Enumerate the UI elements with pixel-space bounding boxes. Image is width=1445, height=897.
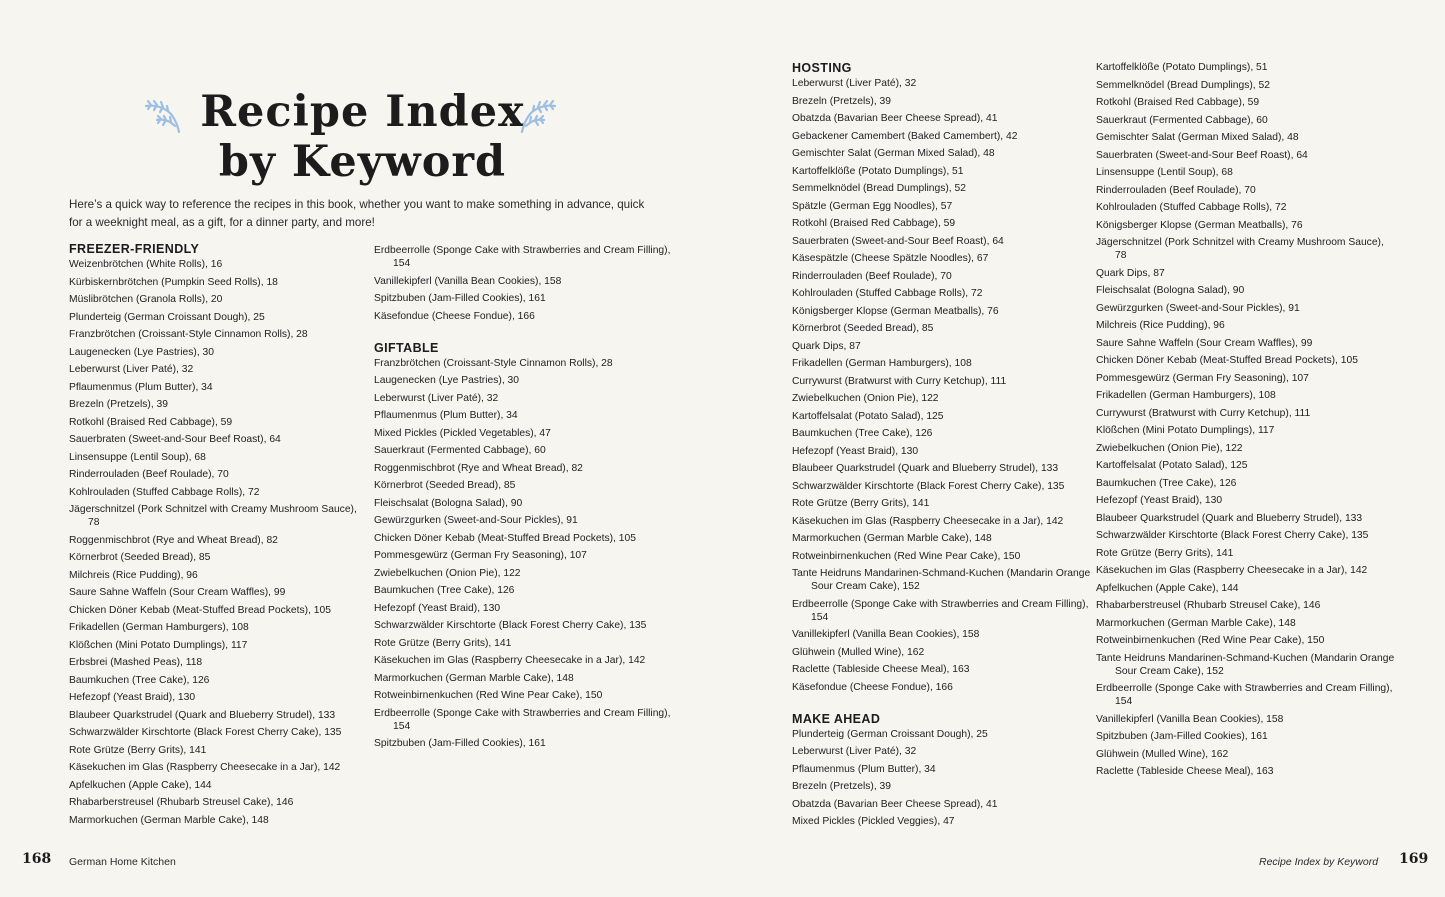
index-entry: Semmelknödel (Bread Dumplings), 52 <box>792 183 966 194</box>
index-entry: Vanillekipferl (Vanilla Bean Cookies), 158 <box>792 629 980 640</box>
index-section <box>792 712 1092 829</box>
index-entry: Königsberger Klopse (German Meatballs), 76 <box>792 305 999 317</box>
index-entry: Frikadellen (German Hamburgers), 108 <box>1096 390 1276 401</box>
index-entry: Chicken Döner Kebab (Meat-Stuffed Bread Pockets), 105 <box>1096 355 1358 366</box>
index-entry: Hefezopf (Yeast Braid), 130 <box>374 602 501 614</box>
index-entry: Fleischsalat (Bologna Salad), 90 <box>374 497 523 509</box>
index-entry: Blaubeer Quarkstrudel (Quark and Blueberry Strudel), 133 <box>792 463 1059 474</box>
section-heading: FREEZER-FRIENDLY <box>69 242 200 256</box>
index-entry: Raclette (Tableside Cheese Meal), 163 <box>792 664 970 675</box>
index-entry: Schwarzwälder Kirschtorte (Black Forest Cherry Cake), 135 <box>1096 530 1369 541</box>
index-entry: Frikadellen (German Hamburgers), 108 <box>792 358 972 369</box>
index-entry: Körnerbrot (Seeded Bread), 85 <box>69 552 211 563</box>
index-entry: Quark Dips, 87 <box>792 340 861 352</box>
intro-paragraph: Here’s a quick way to reference the recipes in this book, whether you want to make something in advance, quick for a weeknight meal, as a gift, for a dinner party, and more! <box>69 198 645 229</box>
index-entry: Hefezopf (Yeast Braid), 130 <box>792 445 919 457</box>
index-entry: Glühwein (Mulled Wine), 162 <box>1096 748 1229 760</box>
index-entry: Kartoffelklöße (Potato Dumplings), 51 <box>792 165 964 177</box>
index-entry: Klößchen (Mini Potato Dumplings), 117 <box>69 639 248 651</box>
index-entry: Leberwurst (Liver Paté), 32 <box>792 746 917 757</box>
index-entry: Linsensuppe (Lentil Soup), 68 <box>1096 167 1233 178</box>
index-entry: Spätzle (German Egg Noodles), 57 <box>792 200 953 212</box>
index-entry: Sauerbraten (Sweet-and-Sour Beef Roast), 64 <box>69 434 281 445</box>
index-entry: Baumkuchen (Tree Cake), 126 <box>374 585 515 596</box>
index-entry: Zwiebelkuchen (Onion Pie), 122 <box>1096 442 1243 454</box>
index-entry: Rhabarberstreusel (Rhubarb Streusel Cake), 146 <box>69 797 294 808</box>
index-entry: Saure Sahne Waffeln (Sour Cream Waffles), 99 <box>69 587 286 598</box>
index-column-1 <box>69 242 369 831</box>
index-entry: Spitzbuben (Jam-Filled Cookies), 161 <box>1096 731 1268 742</box>
index-entry: Zwiebelkuchen (Onion Pie), 122 <box>792 393 939 404</box>
right-running-footer: Recipe Index by Keyword <box>1259 856 1379 868</box>
index-entry: Marmorkuchen (German Marble Cake), 148 <box>1096 617 1296 629</box>
index-entry: Milchreis (Rice Pudding), 96 <box>1096 320 1225 331</box>
index-entry: Klößchen (Mini Potato Dumplings), 117 <box>1096 425 1275 436</box>
index-entry: Erdbeerrolle (Sponge Cake with Strawberries and Cream Filling), 154 <box>792 598 1089 623</box>
index-entry: Königsberger Klopse (German Meatballs), 76 <box>1096 219 1303 231</box>
section-heading: MAKE AHEAD <box>792 711 881 726</box>
index-entry: Currywurst (Bratwurst with Curry Ketchup), 111 <box>792 375 1007 387</box>
index-entry: Müslibrötchen (Granola Rolls), 20 <box>69 294 223 305</box>
index-entry: Vanillekipferl (Vanilla Bean Cookies), 158 <box>374 275 562 287</box>
index-entry: Marmorkuchen (German Marble Cake), 148 <box>69 814 269 826</box>
index-entry: Erbsbrei (Mashed Peas), 118 <box>69 657 203 668</box>
index-entry: Hefezopf (Yeast Braid), 130 <box>1096 495 1223 506</box>
title-line-1: Recipe Index <box>200 86 525 137</box>
index-entry: Rotweinbirnenkuchen (Red Wine Pear Cake), 150 <box>792 550 1021 562</box>
index-entry: Baumkuchen (Tree Cake), 126 <box>69 674 210 686</box>
index-entry: Sauerkraut (Fermented Cabbage), 60 <box>1096 114 1268 126</box>
index-section <box>792 61 1092 694</box>
index-entry: Schwarzwälder Kirschtorte (Black Forest Cherry Cake), 135 <box>374 620 647 631</box>
index-entry: Käsefondue (Cheese Fondue), 166 <box>374 310 535 322</box>
index-entry: Brezeln (Pretzels), 39 <box>792 781 892 792</box>
index-section <box>374 244 674 323</box>
right-page-number: 169 <box>1399 851 1429 867</box>
index-column-2 <box>374 244 674 755</box>
index-entry: Tante Heidruns Mandarinen-Schmand-Kuchen (Mandarin Orange Sour Cream Cake), 152 <box>792 568 1091 592</box>
index-entry: Schwarzwälder Kirschtorte (Black Forest Cherry Cake), 135 <box>69 727 342 738</box>
index-entry: Leberwurst (Liver Paté), 32 <box>374 392 499 404</box>
index-entry: Rote Grütze (Berry Grits), 141 <box>69 744 207 756</box>
index-entry: Apfelkuchen (Apple Cake), 144 <box>69 779 212 791</box>
index-entry: Raclette (Tableside Cheese Meal), 163 <box>1096 766 1274 777</box>
leaf-sprig-icon <box>518 98 558 134</box>
left-running-footer: German Home Kitchen <box>69 856 176 868</box>
section-heading: GIFTABLE <box>374 340 439 355</box>
index-entry: Kohlrouladen (Stuffed Cabbage Rolls), 72 <box>792 288 983 299</box>
index-entry: Leberwurst (Liver Paté), 32 <box>69 364 194 375</box>
index-entry: Rotkohl (Braised Red Cabbage), 59 <box>69 416 233 428</box>
index-entry: Kartoffelsalat (Potato Salad), 125 <box>792 410 944 422</box>
index-entry: Pommesgewürz (German Fry Seasoning), 107 <box>1096 372 1309 384</box>
index-entry: Rote Grütze (Berry Grits), 141 <box>1096 547 1234 559</box>
index-entry: Tante Heidruns Mandarinen-Schmand-Kuchen (Mandarin Orange Sour Cream Cake), 152 <box>1096 652 1395 677</box>
index-entry: Franzbrötchen (Croissant-Style Cinnamon Rolls), 28 <box>69 329 308 340</box>
index-entry: Blaubeer Quarkstrudel (Quark and Blueberry Strudel), 133 <box>69 709 336 721</box>
index-entry: Vanillekipferl (Vanilla Bean Cookies), 158 <box>1096 713 1284 725</box>
index-entry: Kartoffelsalat (Potato Salad), 125 <box>1096 460 1248 471</box>
index-entry: Körnerbrot (Seeded Bread), 85 <box>792 323 934 334</box>
index-entry: Leberwurst (Liver Paté), 32 <box>792 78 917 89</box>
index-entry: Frikadellen (German Hamburgers), 108 <box>69 622 249 633</box>
index-entry: Mixed Pickles (Pickled Vegetables), 47 <box>374 427 551 439</box>
title-line-2: by Keyword <box>218 136 507 187</box>
index-entry: Franzbrötchen (Croissant-Style Cinnamon Rolls), 28 <box>374 357 613 369</box>
index-entry: Gemischter Salat (German Mixed Salad), 48 <box>792 148 995 159</box>
index-entry: Rote Grütze (Berry Grits), 141 <box>374 637 512 649</box>
index-entry: Käsekuchen im Glas (Raspberry Cheesecake in a Jar), 142 <box>374 655 646 666</box>
index-entry: Rotkohl (Braised Red Cabbage), 59 <box>1096 97 1260 108</box>
index-entry: Quark Dips, 87 <box>1096 267 1165 279</box>
index-section <box>1096 61 1396 778</box>
index-entry: Pommesgewürz (German Fry Seasoning), 107 <box>374 550 587 561</box>
index-entry: Rote Grütze (Berry Grits), 141 <box>792 498 930 509</box>
index-entry: Pflaumenmus (Plum Butter), 34 <box>69 381 213 393</box>
index-entry: Rotweinbirnenkuchen (Red Wine Pear Cake), 150 <box>1096 635 1325 646</box>
index-entry: Käsefondue (Cheese Fondue), 166 <box>792 681 953 693</box>
index-entry: Marmorkuchen (German Marble Cake), 148 <box>374 672 574 684</box>
index-section <box>374 341 674 751</box>
index-column-3 <box>792 61 1092 833</box>
index-entry: Kürbiskernbrötchen (Pumpkin Seed Rolls), 18 <box>69 276 278 288</box>
index-entry: Rotkohl (Braised Red Cabbage), 59 <box>792 218 956 229</box>
index-entry: Zwiebelkuchen (Onion Pie), 122 <box>374 567 521 579</box>
index-entry: Gemischter Salat (German Mixed Salad), 48 <box>1096 132 1299 143</box>
page-title <box>150 87 575 187</box>
index-entry: Roggenmischbrot (Rye and Wheat Bread), 82 <box>69 534 278 546</box>
index-entry: Obatzda (Bavarian Beer Cheese Spread), 41 <box>792 798 998 810</box>
index-entry: Chicken Döner Kebab (Meat-Stuffed Bread Pockets), 105 <box>374 532 636 544</box>
index-entry: Körnerbrot (Seeded Bread), 85 <box>374 480 516 491</box>
index-entry: Pflaumenmus (Plum Butter), 34 <box>792 763 936 775</box>
index-entry: Käsekuchen im Glas (Raspberry Cheesecake in a Jar), 142 <box>1096 565 1368 576</box>
index-entry: Brezeln (Pretzels), 39 <box>69 399 169 410</box>
index-entry: Jägerschnitzel (Pork Schnitzel with Creamy Mushroom Sauce), 78 <box>69 504 357 528</box>
index-entry: Baumkuchen (Tree Cake), 126 <box>1096 477 1237 489</box>
index-column-4 <box>1096 61 1396 783</box>
index-entry: Schwarzwälder Kirschtorte (Black Forest Cherry Cake), 135 <box>792 480 1065 492</box>
index-entry: Laugenecken (Lye Pastries), 30 <box>374 375 520 386</box>
section-heading: HOSTING <box>792 61 852 75</box>
index-entry: Sauerbraten (Sweet-and-Sour Beef Roast), 64 <box>792 235 1004 247</box>
index-entry: Linsensuppe (Lentil Soup), 68 <box>69 451 206 463</box>
index-entry: Spitzbuben (Jam-Filled Cookies), 161 <box>374 738 546 749</box>
index-entry: Hefezopf (Yeast Braid), 130 <box>69 692 196 703</box>
index-entry: Pflaumenmus (Plum Butter), 34 <box>374 410 518 421</box>
index-entry: Mixed Pickles (Pickled Veggies), 47 <box>792 816 955 827</box>
index-entry: Gewürzgurken (Sweet-and-Sour Pickles), 91 <box>374 515 578 526</box>
index-entry: Rinderrouladen (Beef Roulade), 70 <box>792 270 952 282</box>
index-entry: Milchreis (Rice Pudding), 96 <box>69 569 198 581</box>
index-entry: Sauerkraut (Fermented Cabbage), 60 <box>374 445 546 456</box>
index-section <box>69 242 369 827</box>
index-entry: Kohlrouladen (Stuffed Cabbage Rolls), 72 <box>1096 202 1287 213</box>
index-entry: Rhabarberstreusel (Rhubarb Streusel Cake), 146 <box>1096 600 1321 611</box>
leaf-sprig-icon <box>143 98 183 134</box>
index-entry: Erdbeerrolle (Sponge Cake with Strawberries and Cream Filling), 154 <box>374 245 671 269</box>
index-entry: Apfelkuchen (Apple Cake), 144 <box>1096 582 1239 594</box>
index-entry: Baumkuchen (Tree Cake), 126 <box>792 428 933 439</box>
index-entry: Roggenmischbrot (Rye and Wheat Bread), 82 <box>374 462 583 474</box>
index-entry: Jägerschnitzel (Pork Schnitzel with Creamy Mushroom Sauce), 78 <box>1096 237 1384 261</box>
index-entry: Rotweinbirnenkuchen (Red Wine Pear Cake), 150 <box>374 690 603 701</box>
index-entry: Käsekuchen im Glas (Raspberry Cheesecake in a Jar), 142 <box>792 515 1064 527</box>
index-entry: Spitzbuben (Jam-Filled Cookies), 161 <box>374 293 546 304</box>
index-entry: Obatzda (Bavarian Beer Cheese Spread), 41 <box>792 113 998 124</box>
index-entry: Plunderteig (German Croissant Dough), 25 <box>69 311 265 323</box>
index-entry: Blaubeer Quarkstrudel (Quark and Blueberry Strudel), 133 <box>1096 512 1363 524</box>
index-entry: Kohlrouladen (Stuffed Cabbage Rolls), 72 <box>69 486 260 498</box>
index-entry: Weizenbrötchen (White Rolls), 16 <box>69 259 223 270</box>
index-entry: Plunderteig (German Croissant Dough), 25 <box>792 728 988 740</box>
index-entry: Saure Sahne Waffeln (Sour Cream Waffles), 99 <box>1096 337 1313 349</box>
index-entry: Erdbeerrolle (Sponge Cake with Strawberries and Cream Filling), 154 <box>374 707 671 732</box>
index-entry: Currywurst (Bratwurst with Curry Ketchup), 111 <box>1096 407 1311 419</box>
index-entry: Chicken Döner Kebab (Meat-Stuffed Bread Pockets), 105 <box>69 604 331 616</box>
index-entry: Fleischsalat (Bologna Salad), 90 <box>1096 285 1245 296</box>
index-entry: Marmorkuchen (German Marble Cake), 148 <box>792 533 992 544</box>
index-entry: Kartoffelklöße (Potato Dumplings), 51 <box>1096 62 1268 73</box>
index-entry: Käsespätzle (Cheese Spätzle Noodles), 67 <box>792 253 989 264</box>
index-entry: Sauerbraten (Sweet-and-Sour Beef Roast), 64 <box>1096 149 1308 161</box>
index-entry: Gewürzgurken (Sweet-and-Sour Pickles), 91 <box>1096 302 1300 314</box>
index-entry: Käsekuchen im Glas (Raspberry Cheesecake in a Jar), 142 <box>69 762 341 773</box>
index-entry: Glühwein (Mulled Wine), 162 <box>792 646 925 658</box>
index-entry: Semmelknödel (Bread Dumplings), 52 <box>1096 79 1270 91</box>
index-entry: Erdbeerrolle (Sponge Cake with Strawberries and Cream Filling), 154 <box>1096 683 1393 707</box>
index-entry: Brezeln (Pretzels), 39 <box>792 95 892 107</box>
index-entry: Gebackener Camembert (Baked Camembert), 42 <box>792 130 1018 142</box>
index-entry: Rinderrouladen (Beef Roulade), 70 <box>1096 184 1256 196</box>
left-page-number: 168 <box>22 851 52 867</box>
index-entry: Rinderrouladen (Beef Roulade), 70 <box>69 469 229 480</box>
index-entry: Laugenecken (Lye Pastries), 30 <box>69 346 215 358</box>
